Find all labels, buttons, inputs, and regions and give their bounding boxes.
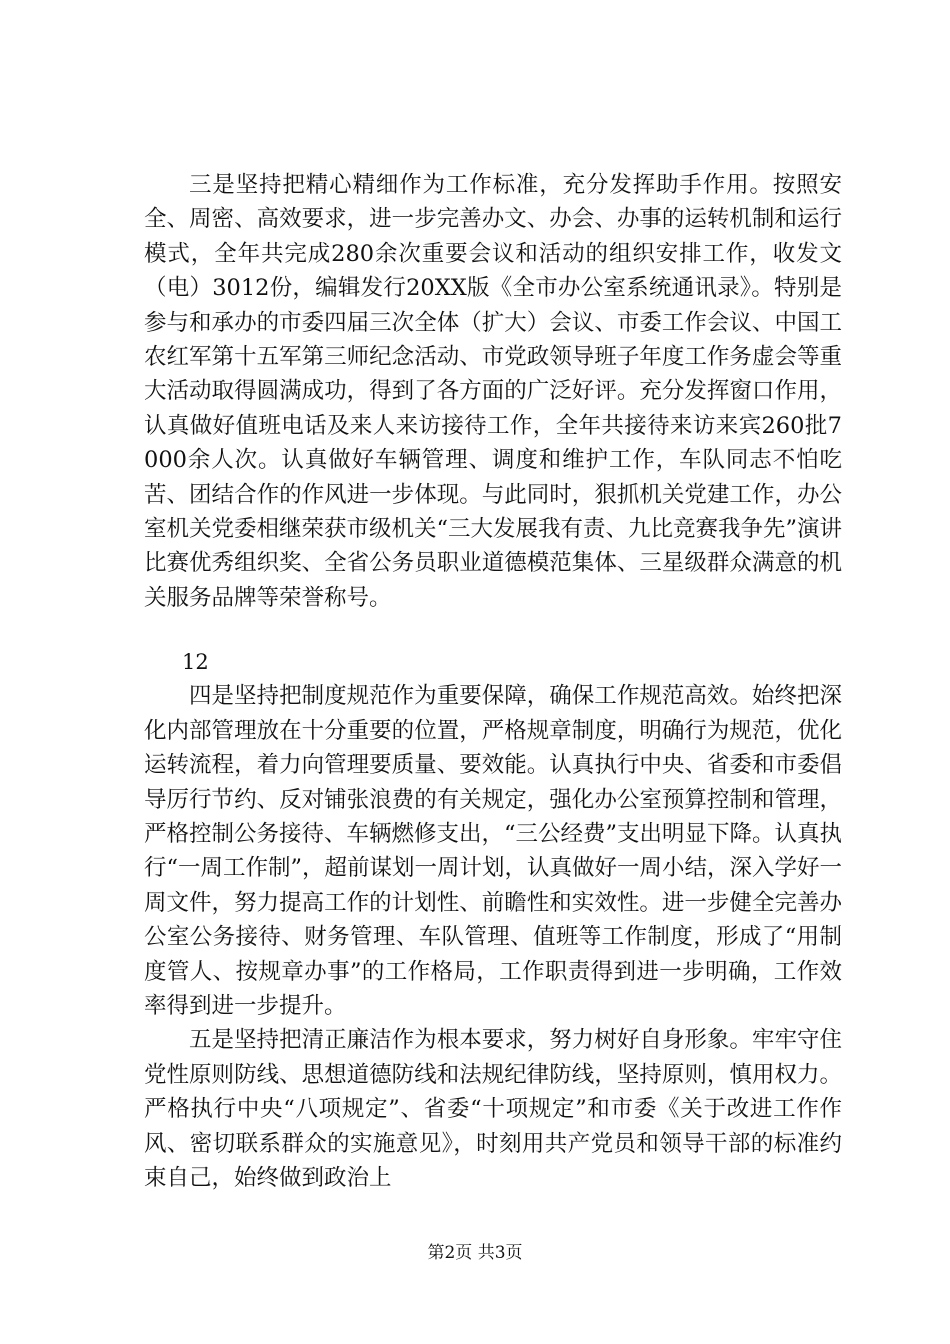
- paragraph-gap: [144, 615, 842, 645]
- page-footer: 第2页 共3页: [427, 1243, 523, 1263]
- section-number: 12: [182, 650, 209, 675]
- document-body: [144, 168, 842, 1195]
- paragraph-five: 五是坚持把清正廉洁作为根本要求，努力树好自身形象。牢牢守住党性原则防线、思想道德防线和法规纪律防线，坚持原则，慎用权力。严格执行中央“八项规定”、省委“十项规定”和市委《关于改进工作作风、密切联系群众的实施意见》，时刻用共产党员和领导干部的标准约束自己，始终做到政治上: [144, 1027, 842, 1191]
- paragraph-four: 四是坚持把制度规范作为重要保障，确保工作规范高效。始终把深化内部管理放在十分重要的位置，严格规章制度，明确行为规范，优化运转流程，着力向管理要质量、要效能。认真执行中央、省委和市委倡导厉行节约、反对铺张浪费的有关规定，强化办公室预算控制和管理，严格控制公务接待、车辆燃修支出，“三公经费”支出明显下降。认真执行“一周工作制”，超前谋划一周计划，认真做好一周小结，深入学好一周文件，努力提高工作的计划性、前瞻性和实效性。进一步健全完善办公室公务接待、财务管理、车队管理、值班等工作制度，形成了“用制度管人、按规章办事”的工作格局，工作职责得到进一步明确，工作效率得到进一步提升。: [144, 683, 843, 1019]
- paragraph-three: 三是坚持把精心精细作为工作标准，充分发挥助手作用。按照安全、周密、高效要求，进一步完善办文、办会、办事的运转机制和运行模式，全年共完成280余次重要会议和活动的组织安排工作，收发文（电）3012份，编辑发行20XX版《全市办公室系统通讯录》。特别是参与和承办的市委四届三次全体（扩大）会议、市委工作会议、中国工农红军第十五军第三师纪念活动、市党政领导班子年度工作务虚会等重大活动取得圆满成功，得到了各方面的广泛好评。充分发挥窗口作用，认真做好值班电话及来人来访接待工作，全年共接待来访来宾260批7000余人次。认真做好车辆管理、调度和维护工作，车队同志不怕吃苦、团结合作的作风进一步体现。与此同时，狠抓机关党建工作，办公室机关党委相继荣获市级机关“三大发展我有责、九比竞赛我争先”演讲比赛优秀组织奖、全省公务员职业道德模范集体、三星级群众满意的机关服务品牌等荣誉称号。: [144, 172, 843, 611]
